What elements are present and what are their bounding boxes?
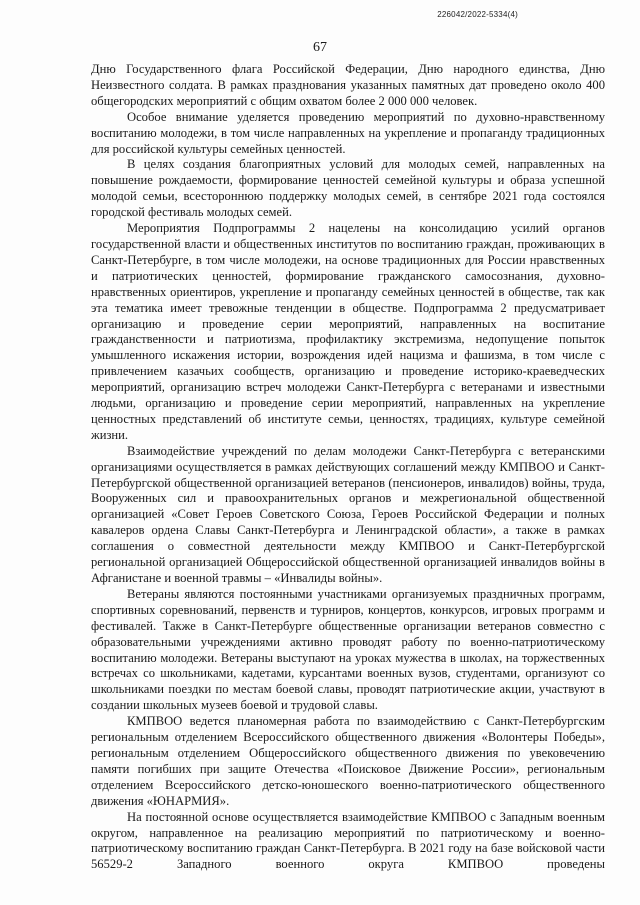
paragraph: На постоянной основе осуществляется взаимодействие КМПВОО с Западным военным округом, направленное на реализацию мероприятий по патриотическому и военно-патриотическому воспитанию граждан Санкт-Петербурга. В 2021 году на базе войсковой части 56529-2 Западного военного округа КМПВОО проведены xyxy=(91,809,605,872)
paragraph: Мероприятия Подпрограммы 2 нацелены на консолидацию усилий органов государственной власти и общественных институтов по воспитанию граждан, проживающих в Санкт-Петербурге, в том числе молодежи, на основе традиционных для России нравственных и патриотических ценностей, формирование гражданского самосознания, духовно-нравственных ориентиров, укрепление и пропаганду семейных ценностей в обществе, так как эта тематика имеет тревожные тенденции в обществе. Подпрограмма 2 предусматривает организацию и проведение серии мероприятий, направленных на воспитание гражданственности и патриотизма, профилактику экстремизма, недопущение попыток умышленного искажения истории, возрождения идей нацизма и фашизма, в том числе с привлечением казачьих сообществ, организацию и проведение историко-краеведческих мероприятий, организацию встреч молодежи Санкт-Петербурга с ветеранами и известными людьми, организацию и проведение серии мероприятий, направленных на укрепление ценностных представлений об институте семьи, ценностях, традициях, культуре семейной жизни. xyxy=(91,221,605,442)
paragraph: КМПВОО ведется планомерная работа по взаимодействию с Санкт-Петербургским региональным отделением Всероссийского общественного движения «Волонтеры Победы», региональным отделением Общероссийского общественного движения по увековечению памяти погибших при защите Отечества «Поисковое Движение России», региональным отделением Всероссийского детско-юношеского военно-патриотического общественного движения «ЮНАРМИЯ». xyxy=(91,714,605,808)
paragraph: Дню Государственного флага Российской Федерации, Дню народного единства, Дню Неизвестного солдата. В рамках празднования указанных памятных дат проведено около 400 общегородских мероприятий с общим охватом более 2 000 000 человек. xyxy=(91,62,605,108)
page-number: 67 xyxy=(313,40,327,55)
paragraph: В целях создания благоприятных условий для молодых семей, направленных на повышение рождаемости, формирование ценностей семейной культуры и образа успешной молодой семьи, всестороннюю поддержку молодых семей, в сентябре 2021 года состоялся городской фестиваль молодых семей. xyxy=(91,157,605,220)
document-id: 226042/2022-5334(4) xyxy=(437,10,518,19)
paragraph: Ветераны являются постоянными участниками организуемых праздничных программ, спортивных соревнований, первенств и турниров, концертов, конкурсов, игровых программ и фестивалей. Также в Санкт-Петербурге общественные организации ветеранов совместно с образовательными учреждениями активно проводят работу по военно-патриотическому воспитанию молодежи. Ветераны выступают на уроках мужества в школах, на торжественных встречах со школьниками, кадетами, курсантами военных вузов, студентами, организуют со школьниками поездки по местам боевой славы, проводят патриотические акции, участвуют в создании школьных музеев боевой и трудовой славы. xyxy=(91,586,605,713)
paragraph: Особое внимание уделяется проведению мероприятий по духовно-нравственному воспитанию молодежи, в том числе направленных на укрепление и пропаганду традиционных для российской культуры семейных ценностей. xyxy=(91,109,605,156)
paragraph: Взаимодействие учреждений по делам молодежи Санкт-Петербурга с ветеранскими организациями осуществляется в рамках действующих соглашений между КМПВОО и Санкт-Петербургской общественной организацией ветеранов (пенсионеров, инвалидов) войны, труда, Вооруженных сил и правоохранительных органов и межрегиональной общественной организацией «Совет Героев Советского Союза, Героев Российской Федерации и полных кавалеров ордена Славы Санкт-Петербурга и Ленинградской области», а также в рамках соглашения о совместной деятельности между КМПВОО и Санкт-Петербургской региональной организацией Общероссийской общественной организацией инвалидов войны в Афганистане и военной травмы – «Инвалиды войны». xyxy=(91,443,605,585)
body-text xyxy=(91,62,605,873)
